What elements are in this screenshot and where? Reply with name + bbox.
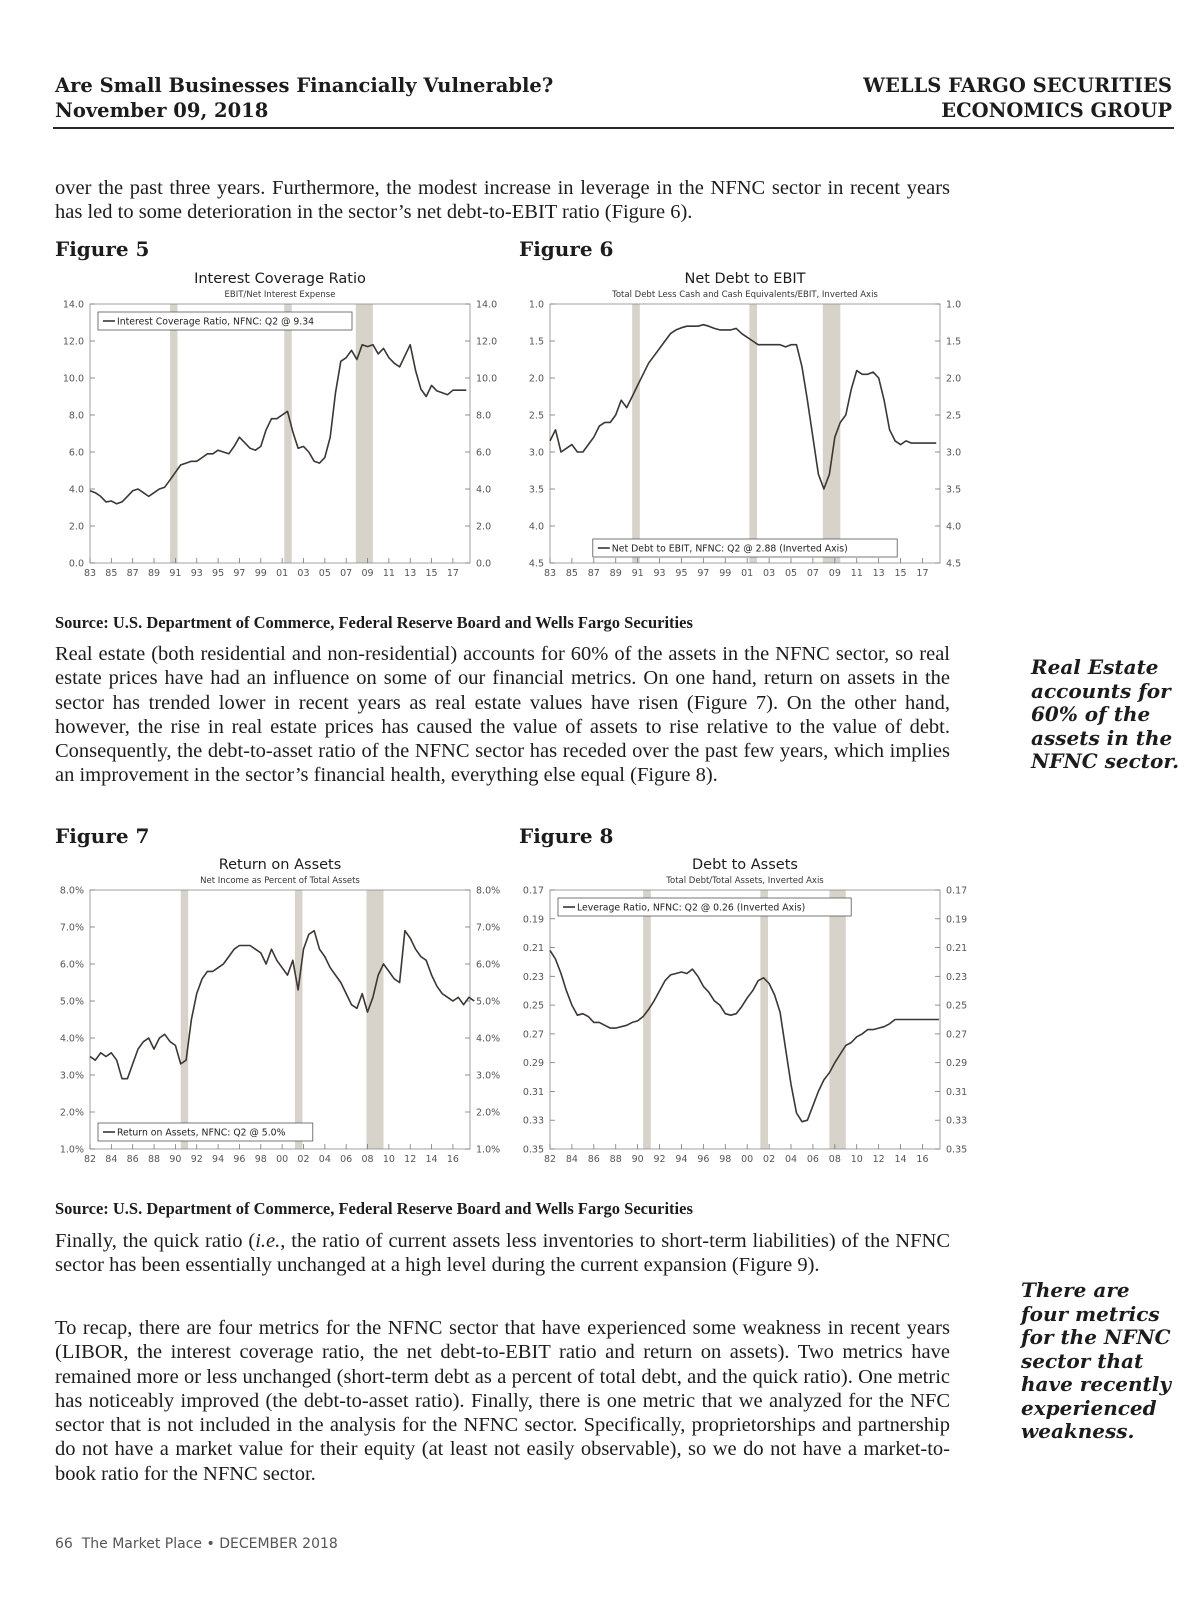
x-tick-label: 88 (147, 1154, 161, 1165)
recap-paragraph: To recap, there are four metrics for the NFNC sector that have experienced some weakness in recent years (LIBOR, the interest coverage ratio, the net debt-to-EBIT ratio and return on assets). Two metrics have remained more or less unchanged (short-term debt as a percent of total debt, and the quick ratio). One metric has noticeably improved (the debt-to-asset ratio). Finally, there is one metric that we analyzed for the NFC sector that is not included in the analysis for the NFNC sector. Specifically, proprietorships and partnership do not have a market value for their equity (at least not easily observable), so we do not have a market-to-book ratio for the NFNC sector. (55, 1317, 950, 1485)
y-tick-label: 2.5 (528, 410, 544, 422)
x-tick-label: 99 (254, 568, 267, 579)
y-tick-label: 2.0 (68, 521, 84, 533)
sidebar-line: accounts for (1031, 678, 1171, 703)
recession-band (170, 304, 177, 563)
y-tick-label: 0.23 (522, 971, 544, 983)
chart-title: Net Debt to EBIT (684, 272, 806, 287)
y-tick-label: 3.0% (476, 1070, 501, 1082)
sidebar-line: sector that (1021, 1348, 1144, 1373)
source-note-1: Source: U.S. Department of Commerce, Federal Reserve Board and Wells Fargo Securities (55, 613, 693, 632)
recession-band (295, 890, 302, 1149)
recession-band (760, 890, 768, 1149)
y-tick-label: 0.25 (946, 1000, 968, 1012)
chart-figure-7 (52, 858, 512, 1193)
org-group: ECONOMICS GROUP (941, 99, 1172, 122)
sidebar-line: four metrics (1021, 1301, 1160, 1326)
sidebar-line: There are (1021, 1278, 1130, 1302)
plot-frame (550, 890, 940, 1149)
y-tick-label: 6.0 (476, 447, 492, 459)
y-tick-label: 2.5 (946, 410, 962, 422)
header-rule (53, 127, 1174, 129)
x-tick-label: 06 (340, 1154, 353, 1165)
recession-band (366, 890, 383, 1149)
x-tick-label: 85 (105, 568, 118, 579)
plot-frame (90, 890, 470, 1149)
x-tick-label: 01 (741, 568, 754, 579)
y-tick-label: 0.27 (522, 1029, 544, 1041)
series-line (550, 950, 939, 1121)
y-tick-label: 4.0 (68, 484, 84, 496)
issue-date: DECEMBER 2018 (219, 1536, 338, 1552)
org-block (863, 73, 1172, 123)
intro-paragraph: over the past three years. Furthermore, the modest increase in leverage in the NFNC sector in recent years has led to some deterioration in the sector’s net debt-to-EBIT ratio (Figure 6). (55, 177, 950, 224)
x-tick-label: 96 (697, 1154, 710, 1165)
x-tick-label: 11 (850, 568, 863, 579)
sidebar-line: 60% of the (1031, 702, 1151, 726)
figure-7-label: Figure 7 (55, 824, 150, 848)
x-tick-label: 92 (190, 1154, 203, 1165)
x-tick-label: 10 (850, 1154, 863, 1165)
y-tick-label: 0.31 (522, 1086, 544, 1098)
x-tick-label: 03 (763, 568, 776, 579)
quick-ratio-text-italic: i.e. (255, 1230, 281, 1252)
y-tick-label: 3.0 (528, 447, 544, 459)
y-tick-label: 8.0 (68, 410, 84, 422)
y-tick-label: 6.0% (476, 959, 501, 971)
y-tick-label: 0.21 (522, 943, 544, 955)
y-tick-label: 3.0% (59, 1070, 84, 1082)
y-tick-label: 0.17 (522, 885, 544, 897)
x-tick-label: 15 (425, 568, 438, 579)
y-tick-label: 0.19 (946, 914, 968, 926)
publication-name: The Market Place (81, 1536, 203, 1552)
recession-band (632, 304, 640, 563)
x-tick-label: 86 (587, 1154, 600, 1165)
y-tick-label: 3.0 (946, 447, 962, 459)
x-tick-label: 14 (894, 1154, 907, 1165)
x-tick-label: 06 (806, 1154, 819, 1165)
y-tick-label: 4.5 (528, 558, 544, 570)
y-tick-label: 0.21 (946, 943, 968, 955)
y-tick-label: 1.5 (946, 336, 962, 348)
figure-8-label: Figure 8 (519, 824, 614, 848)
x-tick-label: 93 (653, 568, 666, 579)
y-tick-label: 4.5 (946, 558, 962, 570)
y-tick-label: 7.0% (59, 922, 84, 934)
y-tick-label: 2.0% (59, 1107, 84, 1119)
y-tick-label: 12.0 (476, 336, 498, 348)
recession-band (829, 890, 845, 1149)
y-tick-label: 0.19 (522, 914, 544, 926)
y-tick-label: 2.0% (476, 1107, 501, 1119)
x-tick-label: 92 (653, 1154, 666, 1165)
y-tick-label: 8.0% (476, 885, 501, 897)
x-tick-label: 86 (126, 1154, 139, 1165)
x-tick-label: 16 (446, 1154, 459, 1165)
y-tick-label: 0.29 (946, 1058, 968, 1070)
x-tick-label: 15 (894, 568, 907, 579)
x-tick-label: 91 (631, 568, 644, 579)
chart-figure-8 (512, 858, 982, 1193)
x-tick-label: 87 (126, 568, 139, 579)
y-tick-label: 10.0 (476, 373, 498, 385)
y-tick-label: 4.0% (476, 1033, 501, 1045)
chart-title: Debt to Assets (692, 858, 798, 873)
x-tick-label: 12 (872, 1154, 885, 1165)
sidebar-callout-real-estate (1031, 656, 1179, 774)
y-tick-label: 2.0 (476, 521, 492, 533)
legend-label: Net Debt to EBIT, NFNC: Q2 @ 2.88 (Inverted Axis) (611, 543, 848, 555)
x-tick-label: 17 (916, 568, 929, 579)
chart-subtitle: Total Debt/Total Assets, Inverted Axis (666, 876, 824, 886)
source-note-2: Source: U.S. Department of Commerce, Federal Reserve Board and Wells Fargo Securities (55, 1199, 693, 1218)
y-tick-label: 14.0 (62, 299, 84, 311)
chart-subtitle: Total Debt Less Cash and Cash Equivalents/EBIT, Inverted Axis (612, 290, 878, 300)
x-tick-label: 93 (190, 568, 203, 579)
x-tick-label: 04 (318, 1154, 331, 1165)
x-tick-label: 02 (763, 1154, 776, 1165)
x-tick-label: 84 (565, 1154, 578, 1165)
x-tick-label: 04 (784, 1154, 798, 1165)
recession-band (356, 304, 373, 563)
x-tick-label: 13 (404, 568, 417, 579)
sidebar-line: experienced (1021, 1395, 1157, 1420)
report-date: November 09, 2018 (55, 99, 269, 122)
series-line (550, 325, 936, 489)
x-tick-label: 07 (340, 568, 353, 579)
x-tick-label: 08 (828, 1154, 841, 1165)
chart-subtitle: Net Income as Percent of Total Assets (200, 876, 360, 886)
x-tick-label: 89 (609, 568, 622, 579)
y-tick-label: 0.31 (946, 1086, 968, 1098)
x-tick-label: 95 (212, 568, 225, 579)
sidebar-line: NFNC sector. (1031, 749, 1180, 773)
x-tick-label: 98 (254, 1154, 267, 1165)
sidebar-line: Real Estate (1031, 655, 1159, 679)
x-tick-label: 87 (587, 568, 600, 579)
y-tick-label: 0.33 (522, 1115, 544, 1127)
x-tick-label: 82 (543, 1154, 557, 1165)
y-tick-label: 14.0 (476, 299, 498, 311)
y-tick-label: 6.0% (59, 959, 84, 971)
y-tick-label: 0.33 (946, 1115, 968, 1127)
y-tick-label: 8.0 (476, 410, 492, 422)
legend-label: Leverage Ratio, NFNC: Q2 @ 0.26 (Inverted Axis) (577, 902, 806, 914)
org-name: WELLS FARGO SECURITIES (863, 74, 1172, 97)
y-tick-label: 12.0 (62, 336, 84, 348)
y-tick-label: 1.0% (59, 1144, 84, 1156)
y-tick-label: 5.0% (59, 996, 84, 1008)
y-tick-label: 7.0% (476, 922, 501, 934)
x-tick-label: 97 (697, 568, 710, 579)
plot-frame (550, 304, 940, 563)
x-tick-label: 95 (675, 568, 688, 579)
y-tick-label: 10.0 (62, 373, 84, 385)
x-tick-label: 96 (233, 1154, 246, 1165)
x-tick-label: 05 (784, 568, 798, 579)
sidebar-line: weakness. (1021, 1419, 1135, 1443)
x-tick-label: 14 (425, 1154, 438, 1165)
x-tick-label: 05 (318, 568, 331, 579)
y-tick-label: 2.0 (946, 373, 962, 385)
y-tick-label: 0.25 (522, 1000, 544, 1012)
chart-title: Interest Coverage Ratio (194, 272, 366, 287)
x-tick-label: 12 (404, 1154, 417, 1165)
x-tick-label: 13 (872, 568, 885, 579)
recession-band (181, 890, 188, 1149)
plot-frame (90, 304, 470, 563)
x-tick-label: 02 (297, 1154, 310, 1165)
y-tick-label: 0.27 (946, 1029, 968, 1041)
y-tick-label: 4.0 (476, 484, 492, 496)
y-tick-label: 0.29 (522, 1058, 544, 1070)
recession-band (823, 304, 841, 563)
y-tick-label: 3.5 (528, 484, 544, 496)
chart-subtitle: EBIT/Net Interest Expense (224, 290, 336, 300)
recession-band (284, 304, 291, 563)
x-tick-label: 07 (806, 568, 819, 579)
chart-title: Return on Assets (218, 858, 342, 873)
quick-ratio-text-before: Finally, the quick ratio ( (55, 1230, 256, 1252)
y-tick-label: 1.0 (946, 299, 962, 311)
x-tick-label: 94 (675, 1154, 688, 1165)
y-tick-label: 1.0% (476, 1144, 501, 1156)
quick-ratio-paragraph (55, 1229, 950, 1278)
x-tick-label: 98 (719, 1154, 732, 1165)
figure-6-label: Figure 6 (519, 237, 614, 261)
y-tick-label: 8.0% (59, 885, 84, 897)
y-tick-label: 0.35 (522, 1144, 544, 1156)
recession-band (643, 890, 651, 1149)
y-tick-label: 4.0 (528, 521, 544, 533)
x-tick-label: 83 (83, 568, 97, 579)
x-tick-label: 17 (446, 568, 459, 579)
x-tick-label: 94 (212, 1154, 225, 1165)
y-tick-label: 5.0% (476, 996, 501, 1008)
x-tick-label: 03 (297, 568, 310, 579)
x-tick-label: 01 (276, 568, 289, 579)
page-number: 66 (55, 1536, 73, 1552)
sidebar-line: for the NFNC (1021, 1325, 1171, 1349)
x-tick-label: 08 (361, 1154, 374, 1165)
x-tick-label: 99 (719, 568, 732, 579)
y-tick-label: 2.0 (528, 373, 544, 385)
y-tick-label: 0.0 (476, 558, 492, 570)
x-tick-label: 88 (609, 1154, 622, 1165)
chart-figure-5 (52, 272, 512, 607)
legend-label: Interest Coverage Ratio, NFNC: Q2 @ 9.34 (117, 316, 315, 328)
series-line (90, 345, 466, 504)
y-tick-label: 4.0% (59, 1033, 84, 1045)
y-tick-label: 0.35 (946, 1144, 968, 1156)
footer-bullet: • (206, 1536, 215, 1552)
y-tick-label: 0.23 (946, 971, 968, 983)
x-tick-label: 82 (83, 1154, 97, 1165)
report-title: Are Small Businesses Financially Vulnerable? (55, 74, 554, 97)
report-title-block (55, 73, 553, 123)
x-tick-label: 90 (169, 1154, 182, 1165)
x-tick-label: 00 (741, 1154, 754, 1165)
sidebar-line: assets in the (1031, 725, 1173, 750)
series-line (90, 931, 474, 1079)
sidebar-line: have recently (1021, 1372, 1171, 1396)
x-tick-label: 83 (543, 568, 557, 579)
x-tick-label: 84 (105, 1154, 118, 1165)
legend-label: Return on Assets, NFNC: Q2 @ 5.0% (117, 1127, 286, 1139)
x-tick-label: 09 (361, 568, 374, 579)
figure-5-label: Figure 5 (55, 237, 150, 261)
x-tick-label: 90 (631, 1154, 644, 1165)
x-tick-label: 89 (147, 568, 161, 579)
real-estate-paragraph: Real estate (both residential and non-residential) accounts for 60% of the assets in the NFNC sector, so real estate prices have had an influence on some of our financial metrics. On one hand, return on assets in the sector has trended lower in recent years as real estate values have risen (Figure 7). On the other hand, however, the rise in real estate prices has caused the value of assets to rise relative to the value of debt. Consequently, the debt-to-asset ratio of the NFNC sector has receded over the past few years, which implies an improvement in the sector’s financial health, everything else equal (Figure 8). (55, 643, 950, 787)
y-tick-label: 3.5 (946, 484, 962, 496)
y-tick-label: 6.0 (68, 447, 84, 459)
x-tick-label: 11 (382, 568, 395, 579)
y-tick-label: 1.0 (528, 299, 544, 311)
x-tick-label: 97 (233, 568, 246, 579)
x-tick-label: 10 (382, 1154, 395, 1165)
sidebar-callout-four-metrics (1021, 1279, 1171, 1444)
x-tick-label: 85 (565, 568, 578, 579)
y-tick-label: 0.0 (68, 558, 84, 570)
x-tick-label: 91 (169, 568, 182, 579)
y-tick-label: 1.5 (528, 336, 544, 348)
quick-ratio-text-after: , the ratio of current assets less inventories to short-term liabilities) of the NFNC sector has been essentially unchanged at a high level during the current expansion (Figure 9). (55, 1230, 950, 1277)
y-tick-label: 0.17 (946, 885, 968, 897)
y-tick-label: 4.0 (946, 521, 962, 533)
page-footer (55, 1536, 338, 1552)
x-tick-label: 16 (916, 1154, 929, 1165)
x-tick-label: 09 (828, 568, 841, 579)
chart-figure-6 (512, 272, 982, 607)
x-tick-label: 00 (276, 1154, 289, 1165)
